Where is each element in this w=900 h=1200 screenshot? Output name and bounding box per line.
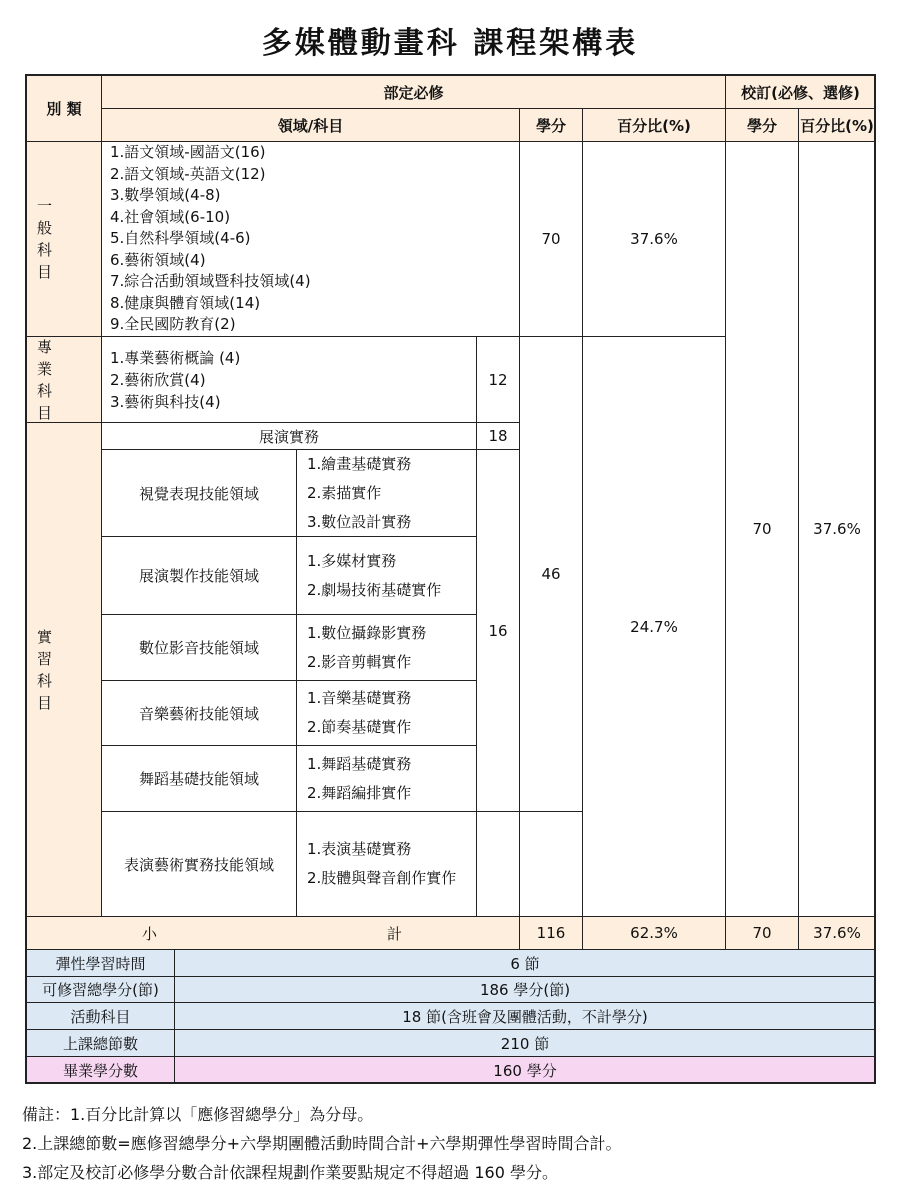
subtotal-school-credits: 70 [726, 917, 799, 950]
domain-course-list [297, 681, 477, 746]
list-item: 3.數位設計實務 [307, 512, 412, 531]
domain-course-list [297, 812, 477, 917]
category-general-line2: 科 目 [37, 241, 63, 281]
domain-name: 視覺表現技能領域 [102, 450, 297, 537]
list-item: 1.多媒材實務 [307, 551, 397, 570]
list-item: 1.數位攝錄影實務 [307, 623, 427, 642]
activity-subject-value: 18 節(含班會及團體活動，不計學分) [175, 1003, 876, 1030]
domain-name: 舞蹈基礎技能領域 [102, 746, 297, 812]
professional-sub-credits: 12 [477, 337, 520, 423]
domain-name: 數位影音技能領域 [102, 615, 297, 681]
flexible-learning-value: 6 節 [175, 950, 876, 977]
prof-practical-credits: 46 [520, 337, 583, 812]
subtotal-percent: 62.3% [583, 917, 726, 950]
header-domain-subject: 領域/科目 [102, 109, 520, 142]
notes [22, 1100, 622, 1187]
general-percent: 37.6% [583, 142, 726, 337]
list-item: 4.社會領域(6-10) [110, 207, 231, 226]
list-item: 2.舞蹈編排實作 [307, 783, 412, 802]
subtotal-label-a: 小 [142, 925, 158, 943]
category-professional-line1: 專 業 [37, 337, 63, 378]
total-periods-label: 上課總節數 [27, 1030, 175, 1057]
header-percent: 百分比(%) [583, 109, 726, 142]
showcase-credits: 18 [477, 423, 520, 450]
subtotal-credits: 116 [520, 917, 583, 950]
professional-subject-list [102, 337, 477, 423]
list-item: 6.藝術領域(4) [110, 250, 206, 269]
list-item: 7.綜合活動領域暨科技領域(4) [110, 272, 311, 291]
domain-course-list [297, 537, 477, 615]
general-subject-list [102, 142, 520, 337]
header-credits: 學分 [520, 109, 583, 142]
subtotal-label [27, 917, 520, 950]
category-practical [27, 423, 102, 917]
total-credits-label: 可修習總學分(節) [27, 977, 175, 1003]
prof-practical-percent: 24.7% [583, 337, 726, 917]
category-general [27, 142, 102, 337]
domain-course-list [297, 615, 477, 681]
header-national-required: 部定必修 [102, 76, 726, 109]
list-item: 5.自然科學領域(4-6) [110, 229, 251, 248]
header-category: 別 類 [27, 76, 102, 142]
category-professional-line2: 科 目 [37, 381, 63, 422]
note-line: 3.部定及校訂必修學分數合計依課程規劃作業要點規定不得超過 160 學分。 [22, 1163, 558, 1182]
subtotal-label-b: 計 [387, 925, 403, 943]
empty-cell [520, 812, 583, 917]
list-item: 9.全民國防教育(2) [110, 315, 236, 334]
domain-name: 表演藝術實務技能領域 [102, 812, 297, 917]
list-item: 1.專業藝術概論 (4) [110, 348, 241, 367]
list-item: 2.節奏基礎實作 [307, 718, 412, 736]
activity-subject-label: 活動科目 [27, 1003, 175, 1030]
category-practical-line1: 實 習 [37, 627, 63, 668]
header-school-percent: 百分比(%) [799, 109, 876, 142]
list-item: 2.素描實作 [307, 483, 382, 502]
page-title: 多媒體動畫科 課程架構表 [261, 26, 639, 61]
list-item: 1.音樂基礎實務 [307, 689, 412, 707]
domain-course-list [297, 450, 477, 537]
school-credits: 70 [726, 142, 799, 917]
graduation-credits-value: 160 學分 [175, 1057, 876, 1084]
list-item: 1.繪畫基礎實務 [307, 454, 412, 473]
school-percent: 37.6% [799, 142, 876, 917]
domain-course-list [297, 746, 477, 812]
header-school-revised: 校訂(必修、選修) [726, 76, 876, 109]
showcase-practice: 展演實務 [102, 423, 477, 450]
header-school-credits: 學分 [726, 109, 799, 142]
list-item: 2.肢體與聲音創作實作 [307, 869, 457, 887]
list-item: 3.藝術與科技(4) [110, 392, 221, 411]
note-line: 備註：1.百分比計算以「應修習總學分」為分母。 [22, 1105, 374, 1124]
domain-credits: 16 [477, 450, 520, 812]
category-practical-line2: 科 目 [37, 671, 63, 712]
list-item: 2.語文領域-英語文(12) [110, 164, 266, 183]
list-item: 1.語文領域-國語文(16) [110, 143, 266, 162]
category-professional [27, 337, 102, 423]
empty-cell [477, 812, 520, 917]
total-credits-value: 186 學分(節) [175, 977, 876, 1003]
list-item: 2.劇場技術基礎實作 [307, 580, 442, 599]
subtotal-school-percent: 37.6% [799, 917, 876, 950]
flexible-learning-label: 彈性學習時間 [27, 950, 175, 977]
list-item: 8.健康與體育領域(14) [110, 293, 261, 312]
list-item: 1.表演基礎實務 [307, 840, 412, 858]
list-item: 2.藝術欣賞(4) [110, 370, 206, 389]
curriculum-table [25, 74, 876, 1084]
general-credits: 70 [520, 142, 583, 337]
graduation-credits-label: 畢業學分數 [27, 1057, 175, 1084]
domain-name: 音樂藝術技能領域 [102, 681, 297, 746]
note-line: 2.上課總節數=應修習總學分+六學期團體活動時間合計+六學期彈性學習時間合計。 [22, 1134, 622, 1153]
total-periods-value: 210 節 [175, 1030, 876, 1057]
category-general-line1: 一 般 [37, 197, 63, 237]
domain-name: 展演製作技能領域 [102, 537, 297, 615]
list-item: 1.舞蹈基礎實務 [307, 754, 412, 773]
list-item: 3.數學領域(4-8) [110, 186, 221, 205]
list-item: 2.影音剪輯實作 [307, 652, 412, 671]
